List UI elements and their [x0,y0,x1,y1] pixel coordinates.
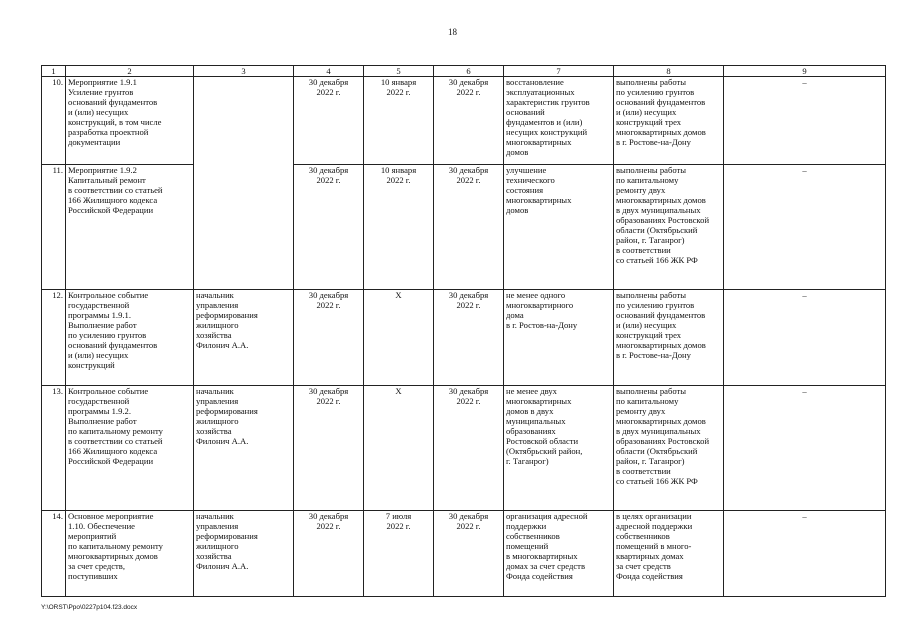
column-number-row [42,66,886,77]
actual-result: в целях организации адресной поддержки собственников помещений в много- квартирных домах за счет средств Фонда содействия [614,511,724,597]
table-row [42,386,886,511]
plan-date: 30 декабря 2022 г. [294,77,364,165]
header-cell: 7 [504,66,614,77]
plan-date: 30 декабря 2022 г. [294,290,364,386]
deviation-reasons: – [724,77,886,165]
table-row [42,77,886,165]
row-number: 14. [42,511,66,597]
actual-end-date: 30 декабря 2022 г. [434,511,504,597]
planned-result: не менее двух многоквартирных домов в двух муниципальных образованиях Ростовской области (Октябрьский район, г. Таганрог) [504,386,614,511]
header-cell: 5 [364,66,434,77]
plan-date: 30 декабря 2022 г. [294,511,364,597]
header-cell: 3 [194,66,294,77]
header-cell: 9 [724,66,886,77]
deviation-reasons: – [724,386,886,511]
responsible-executor: начальник управления реформирования жилищного хозяйства Филонич А.А. [194,511,294,597]
header-cell: 1 [42,66,66,77]
actual-end-date: 30 декабря 2022 г. [434,165,504,290]
row-number: 12. [42,290,66,386]
plan-date: 30 декабря 2022 г. [294,386,364,511]
actual-end-date: 30 декабря 2022 г. [434,386,504,511]
planned-result: не менее одного многоквартирного дома в г. Ростов-на-Дону [504,290,614,386]
row-number: 13. [42,386,66,511]
planned-result: улучшение технического состояния многоквартирных домов [504,165,614,290]
actual-result: выполнены работы по усилению грунтов оснований фундаментов и (или) несущих конструкций трех многоквартирных домов в г. Ростове-на-Дону [614,290,724,386]
activity-name: Мероприятие 1.9.2 Капитальный ремонт в соответствии со статьей 166 Жилищного кодекса Российской Федерации [66,165,194,290]
row-number: 11. [42,165,66,290]
actual-start-date: Х [364,290,434,386]
actual-result: выполнены работы по капитальному ремонту двух многоквартирных домов в двух муниципальных образованиях Ростовской области (Октябрьский район, г. Таганрог) в соответствии со статьей 166 ЖК РФ [614,386,724,511]
activity-name: Основное мероприятие 1.10. Обеспечение мероприятий по капитальному ремонту многоквартирных домов за счет средств, поступивших [66,511,194,597]
responsible-executor [194,77,294,290]
deviation-reasons: – [724,165,886,290]
header-cell: 4 [294,66,364,77]
plan-date: 30 декабря 2022 г. [294,165,364,290]
report-table [41,65,886,597]
header-cell: 8 [614,66,724,77]
activity-name: Контрольное событие государственной программы 1.9.1. Выполнение работ по усилению грунтов оснований фундаментов и (или) несущих конструкций [66,290,194,386]
deviation-reasons: – [724,290,886,386]
table-row [42,165,886,290]
actual-start-date: 10 января 2022 г. [364,165,434,290]
header-cell: 2 [66,66,194,77]
header-cell: 6 [434,66,504,77]
deviation-reasons: – [724,511,886,597]
activity-name: Мероприятие 1.9.1 Усиление грунтов оснований фундаментов и (или) несущих конструкций, в том числе разработка проектной документации [66,77,194,165]
responsible-executor: начальник управления реформирования жилищного хозяйства Филонич А.А. [194,290,294,386]
actual-result: выполнены работы по капитальному ремонту двух многоквартирных домов в двух муниципальных образованиях Ростовской области (Октябрьский район, г. Таганрог) в соответствии со статьей 166 ЖК РФ [614,165,724,290]
activity-name: Контрольное событие государственной программы 1.9.2. Выполнение работ по капитальному ремонту в соответствии со статьей 166 Жилищного кодекса Российской Федерации [66,386,194,511]
file-path-footer: Y:\ORST\Ppo\0227p104.f23.docx [41,604,138,611]
actual-start-date: 7 июля 2022 г. [364,511,434,597]
actual-end-date: 30 декабря 2022 г. [434,77,504,165]
page-number: 18 [448,27,457,37]
actual-end-date: 30 декабря 2022 г. [434,290,504,386]
responsible-executor: начальник управления реформирования жилищного хозяйства Филонич А.А. [194,386,294,511]
actual-start-date: 10 января 2022 г. [364,77,434,165]
row-number: 10. [42,77,66,165]
planned-result: восстановление эксплуатационных характеристик грунтов оснований фундаментов и (или) несущих конструкций многоквартирных домов [504,77,614,165]
actual-result: выполнены работы по усилению грунтов оснований фундаментов и (или) несущих конструкций трех многоквартирных домов в г. Ростове-на-Дону [614,77,724,165]
actual-start-date: Х [364,386,434,511]
planned-result: организация адресной поддержки собственников помещений в многоквартирных домах за счет средств Фонда содействия [504,511,614,597]
table-row [42,290,886,386]
table-row [42,511,886,597]
